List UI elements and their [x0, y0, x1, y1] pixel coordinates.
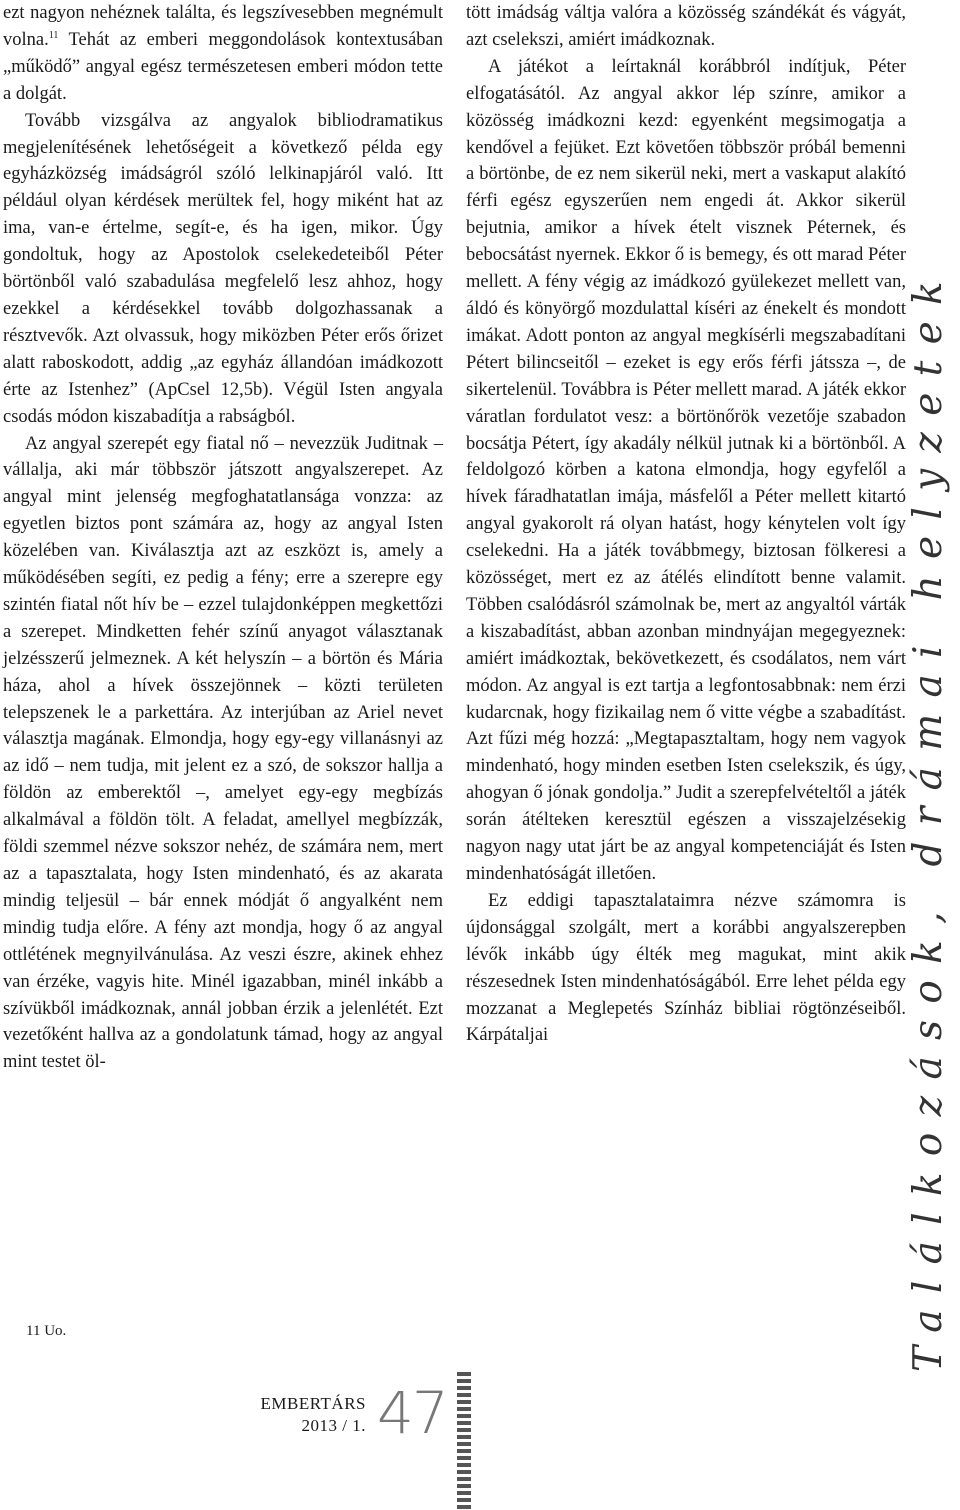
right-text-column: [466, 0, 906, 1049]
decorative-dotted-rule: [457, 1372, 471, 1510]
paragraph: Ez eddigi tapasztalataimra nézve számomra is újdonsággal szolgált, mert a korábbi angyalszerepben lévők inkább úgy élték meg magukat, mint akik részesednek Isten mindenhatóságából. Erre lehet példa egy mozzanat a Meglepetés Színház bibliai rögtönzéseiből. Kárpátaljai: [466, 890, 906, 1046]
section-side-title: Találkozások, drámai helyzetek: [906, 265, 951, 1372]
paragraph-text: ezt nagyon nehéznek találta, és legszívesebben megnémult volna.: [3, 3, 443, 50]
paragraph: tött imádság váltja valóra a közösség szándékát és vágyát, azt cselekszi, amiért imádkoznak.: [466, 3, 906, 50]
paragraph: Az angyal szerepét egy fiatal nő – nevezzük Juditnak – vállalja, aki már többször játszott angyalszerepet. Az angyal mint jelenség megfoghatatlansága vonzza: az egyetlen biztos pont számára az, hogy az angyal Isten közelében van. Kiválasztja azt az eszközt is, amely a működésében segíti, ez pedig a fény; erre a szerepre egy szintén fiatal nőt hív be – ezzel tulajdonképpen megkettőzi a szerepet. Mindketten fehér színű anyagot választanak jelzésszerű jelmeznek. A két helyszín – a börtön és Mária háza, ahol a hívek összejönnek – közti területen telepszenek le a parkettára. Az interjúban az Ariel nevet választja magának. Elmondja, hogy egy-egy villanásnyi az az idő – nem tudja, mit jelent ez a szó, de sokszor hallja a földön az emberektől –, amelyet egy-egy megbízás alkalmával a földön tölt. A feladat, amellyel megbízzák, földi szemmel nézve sokszor nehéz, de számára nem, mert az a tapasztalata, hogy Isten mindenható, és az akarata mindig teljesül – bár ennek módját ő angyalként nem mindig tudja előre. A fény azt mondja, hogy ő az angyal ottlétének megnyilvánulása. Az veszi észre, akinek ehhez van érzéke, vagyis hite. Minél igazabban, minél inkább a szívükből imádkoznak, annál jobban érzik a jelenlétét. Ezt vezetőként hallva az a gondolatunk támad, hogy az angyal mint testet öl-: [3, 433, 443, 1073]
page-number: 47: [377, 1379, 447, 1447]
journal-info: [238, 1393, 366, 1437]
journal-name: EMBERTÁRS: [260, 1394, 366, 1413]
paragraph: Tovább vizsgálva az angyalok bibliodramatikus megjelenítésének lehetőségeit a következő példa egy egyházközség imádságról szóló lelkinapjáról való. Itt például olyan kérdések merültek fel, hogy miként hat az ima, van-e értelme, segít-e, és ha igen, mikor. Úgy gondoltuk, hogy az Apostolok cselekedeteiből Péter börtönből való szabadulása megfelelő lesz ahhoz, hogy ezekkel a kérdésekkel tovább dolgozhassanak a résztvevők. Azt olvassuk, hogy miközben Péter erős őrizet alatt raboskodott, addig „az egyház állandóan imádkozott érte az Istenhez” (ApCsel 12,5b). Végül Isten angyala csodás módon kiszabadítja a rabságból.: [3, 110, 443, 427]
paragraph: A játékot a leírtaknál korábbról indítjuk, Péter elfogatásától. Az angyal akkor lép színre, amikor a közösség imádkozni kezd: egyenként megsimogatja a kendővel a fejüket. Ezt követően többször próbál bemenni a börtönbe, de ez nem sikerül neki, mert a vaskaput alakító férfi egész egyszerűen nem engedi át. Akkor sikerül bejutnia, amikor a hívek ételt visznek Péternek, és bebocsátást nyernek. Ekkor ő is bemegy, és ott marad Péter mellett. A fény végig az imádkozó gyülekezet mellett van, áldó és könyörgő mozdulattal kíséri az énekelt és mondott imákat. Adott ponton az angyal megkísérli megszabadítani Pétert bilincseitől – ezeket is egy erős férfi játssza –, de sikertelenül. Továbbra is Péter mellett marad. A játék ekkor váratlan fordulatot vesz: a börtönőrök vezetője szabadon bocsátja Pétert, így akadály nélkül jutnak ki a börtönből. A feldolgozó körben a katona elmondja, hogy egyfelől a hívek fáradhatatlan imája, másfelől a Péter mellett kitartó angyal gyakorolt rá olyan hatást, hogy kénytelen volt így cselekedni. Ha a játék továbbmegy, biztosan fölkeresi a közösséget, mert ez az átélés elindított benne valamit. Többen csalódásról számolnak be, mert az angyaltól várták a kiszabadítást, abban azonban mindnyájan megegyeznek: amiért imádkoztak, bekövetkezett, és csodálatos, nem várt módon. Az angyal is ezt tartja a legfontosabbnak: nem érzi kudarcnak, hogy fizikailag nem ő vitte végbe a szabadítást. Azt fűzi még hozzá: „Megtapasztaltam, hogy nem vagyok mindenható, hogy minden esetben Isten cselekszik, és úgy, ahogyan ő jónak gondolja.” Judit a szerepfelvételtől a játék során átélteken keresztül egészen a visszajelzésekig nagyon nagy utat járt be az angyal kompetenciáját és Isten mindenhatóságát illetően.: [466, 56, 906, 884]
paragraph-text: Tehát az emberi meggondolások kontextusában „működő” angyal egész természetesen emberi módon tette a dolgát.: [3, 29, 443, 104]
left-text-column: [3, 0, 443, 1076]
footnote: 11 Uo.: [26, 1323, 67, 1339]
paragraph: [3, 0, 443, 108]
journal-issue: 2013 / 1.: [301, 1416, 366, 1435]
footnote-ref: 11: [48, 29, 59, 41]
